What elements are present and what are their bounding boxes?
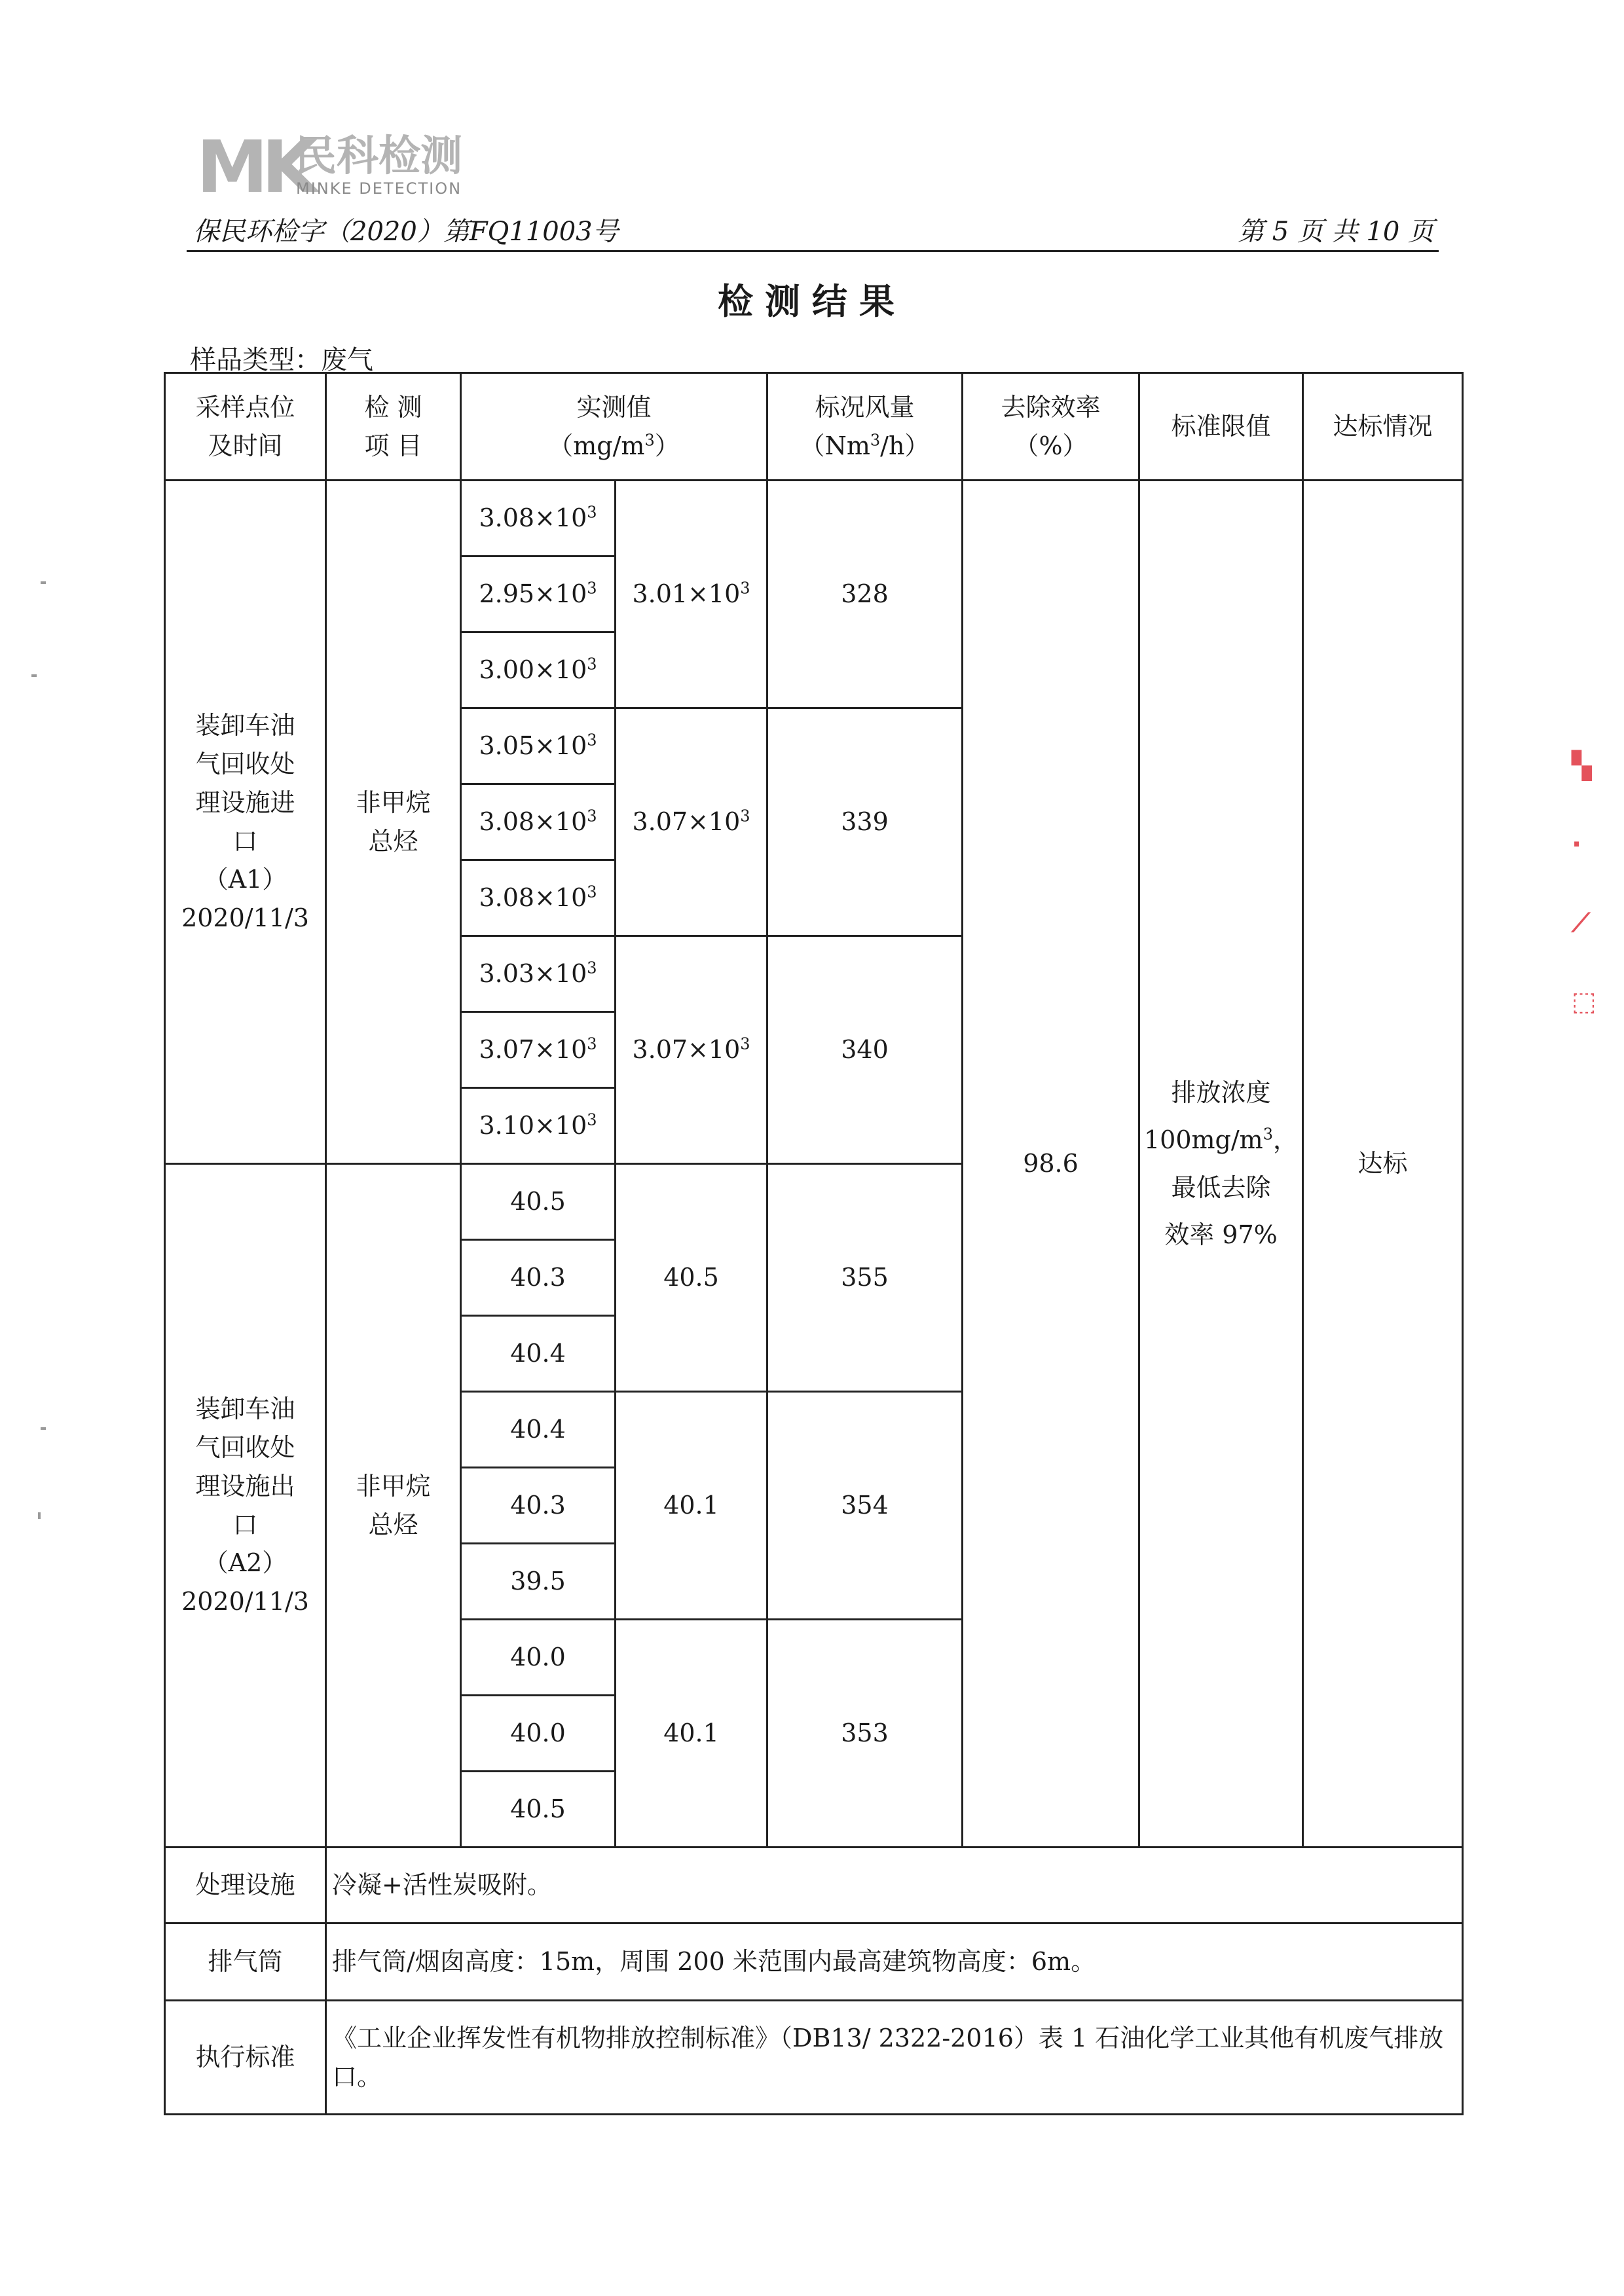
- col-header-measured-unit: $(mg/m^3)$: [548, 430, 680, 460]
- header-divider: [187, 250, 1439, 252]
- flow-rate: 328: [767, 481, 963, 708]
- col-header-flow-unit: （Nm$^3$/h）: [800, 430, 930, 460]
- col-header-status: 达标情况: [1303, 373, 1463, 481]
- stack-label: 排气筒: [165, 1923, 326, 2001]
- location-line: 口: [232, 1510, 258, 1539]
- flow-rate: 353: [767, 1620, 963, 1848]
- results-table: [164, 372, 1464, 2115]
- item-line: 非甲烷: [356, 788, 431, 817]
- facility-row: [165, 1848, 1463, 1923]
- measured-average: 40.1: [616, 1620, 767, 1848]
- item-line: 总烃: [368, 1510, 418, 1539]
- measured-average: $3.07\times 10^3$: [616, 708, 767, 936]
- compliance-status: 达标: [1303, 481, 1463, 1848]
- location-line: （A1）: [203, 865, 287, 894]
- limit-line: 效率 97%: [1164, 1220, 1278, 1249]
- measured-value: $3.08\times 10^3$: [461, 784, 616, 860]
- sampling-location: [165, 481, 326, 1164]
- limit-line: 最低去除: [1171, 1173, 1271, 1202]
- measured-value: 40.3: [461, 1468, 616, 1544]
- facility-label: 处理设施: [165, 1848, 326, 1923]
- measured-value: $3.07\times 10^3$: [461, 1012, 616, 1088]
- measured-value: 40.4: [461, 1392, 616, 1468]
- item-line: 总烃: [368, 826, 418, 856]
- logo-name-en: MINKE DETECTION: [296, 179, 462, 198]
- measured-value: 40.5: [461, 1772, 616, 1848]
- measured-value: $3.05\times 10^3$: [461, 708, 616, 784]
- col-header-item: [326, 373, 461, 481]
- stack-text: 排气筒/烟囱高度：15m，周围 200 米范围内最高建筑物高度：6m。: [326, 1923, 1463, 2001]
- measured-average: 40.1: [616, 1392, 767, 1620]
- location-line: 装卸车油: [195, 1394, 295, 1423]
- logo-mark: MK: [196, 125, 311, 209]
- col-header-location-line1: 采样点位: [195, 392, 295, 422]
- col-header-item-line1: 检 测: [364, 392, 422, 422]
- measured-value: $3.10\times 10^3$: [461, 1088, 616, 1164]
- location-line: 口: [232, 826, 258, 856]
- footer-rows: [165, 1848, 1463, 2115]
- logo-name-cn: 民科检测: [295, 132, 462, 181]
- col-header-measured: [461, 373, 767, 481]
- measured-value: 40.4: [461, 1316, 616, 1392]
- header-row: [165, 373, 1463, 481]
- item-line: 非甲烷: [356, 1471, 431, 1501]
- col-header-limit: 标准限值: [1139, 373, 1303, 481]
- removal-efficiency: 98.6: [963, 481, 1139, 1848]
- limit-line: 排放浓度: [1171, 1078, 1271, 1108]
- scan-speck: [38, 1512, 41, 1519]
- page-title: 检测结果: [718, 281, 906, 322]
- measured-value: $3.08\times 10^3$: [461, 481, 616, 556]
- table-row: [165, 481, 1463, 556]
- measured-value: 40.3: [461, 1240, 616, 1316]
- facility-text: 冷凝+活性炭吸附。: [326, 1848, 1463, 1923]
- sampling-location: [165, 1164, 326, 1848]
- test-item: [326, 1164, 461, 1848]
- measured-value: 40.0: [461, 1620, 616, 1696]
- test-item: [326, 481, 461, 1164]
- measured-value: $3.08\times 10^3$: [461, 860, 616, 936]
- page-indicator: 第 5 页 共 10 页: [1238, 217, 1434, 247]
- measured-value: 40.0: [461, 1696, 616, 1772]
- flow-rate: 354: [767, 1392, 963, 1620]
- location-line: 气回收处: [195, 1432, 295, 1462]
- col-header-location: [165, 373, 326, 481]
- measured-value: $3.03\times 10^3$: [461, 936, 616, 1012]
- scan-speck: [41, 581, 46, 584]
- sample-type: 样品类型：废气: [190, 345, 373, 375]
- col-header-removal-unit: （%）: [1014, 431, 1088, 460]
- location-line: 2020/11/3: [181, 903, 309, 933]
- measured-average: 40.5: [616, 1164, 767, 1392]
- location-line: 气回收处: [195, 749, 295, 778]
- standard-limit: [1139, 481, 1303, 1848]
- scan-speck: [41, 1427, 46, 1430]
- measured-average: $3.07\times 10^3$: [616, 936, 767, 1164]
- stack-row: [165, 1923, 1463, 2001]
- standard-text: 《工业企业挥发性有机物排放控制标准》（DB13/ 2322-2016）表 1 石油化学工业其他有机废气排放口。: [326, 2001, 1463, 2115]
- company-logo: [196, 125, 478, 209]
- standard-row: [165, 2001, 1463, 2115]
- seal-stamp-fragment: ▚ · ⟋ ⬚: [1572, 751, 1596, 1017]
- measured-average: $3.01\times 10^3$: [616, 481, 767, 708]
- scan-speck: [31, 674, 37, 677]
- flow-rate: 340: [767, 936, 963, 1164]
- measured-value: 40.5: [461, 1164, 616, 1240]
- limit-line: $100mg/m^3$，: [1143, 1125, 1299, 1155]
- measured-value: $2.95\times 10^3$: [461, 556, 616, 632]
- col-header-flow: [767, 373, 963, 481]
- location-line: 理设施进: [195, 788, 295, 817]
- col-header-flow-label: 标况风量: [815, 392, 915, 422]
- location-line: 理设施出: [195, 1471, 295, 1501]
- location-line: （A2）: [203, 1548, 287, 1578]
- report-number: 保民环检字（2020）第FQ11003号: [193, 217, 619, 247]
- col-header-removal-label: 去除效率: [1001, 392, 1101, 422]
- col-header-item-line2: 项 目: [364, 431, 422, 460]
- results-table-body: [165, 373, 1463, 1848]
- location-line: 2020/11/3: [181, 1587, 309, 1616]
- measured-value: 39.5: [461, 1544, 616, 1620]
- col-header-measured-label: 实测值: [576, 392, 652, 422]
- location-line: 装卸车油: [195, 710, 295, 740]
- col-header-location-line2: 及时间: [208, 431, 283, 460]
- measured-value: $3.00\times 10^3$: [461, 632, 616, 708]
- flow-rate: 339: [767, 708, 963, 936]
- standard-label: 执行标准: [165, 2001, 326, 2115]
- flow-rate: 355: [767, 1164, 963, 1392]
- col-header-removal: [963, 373, 1139, 481]
